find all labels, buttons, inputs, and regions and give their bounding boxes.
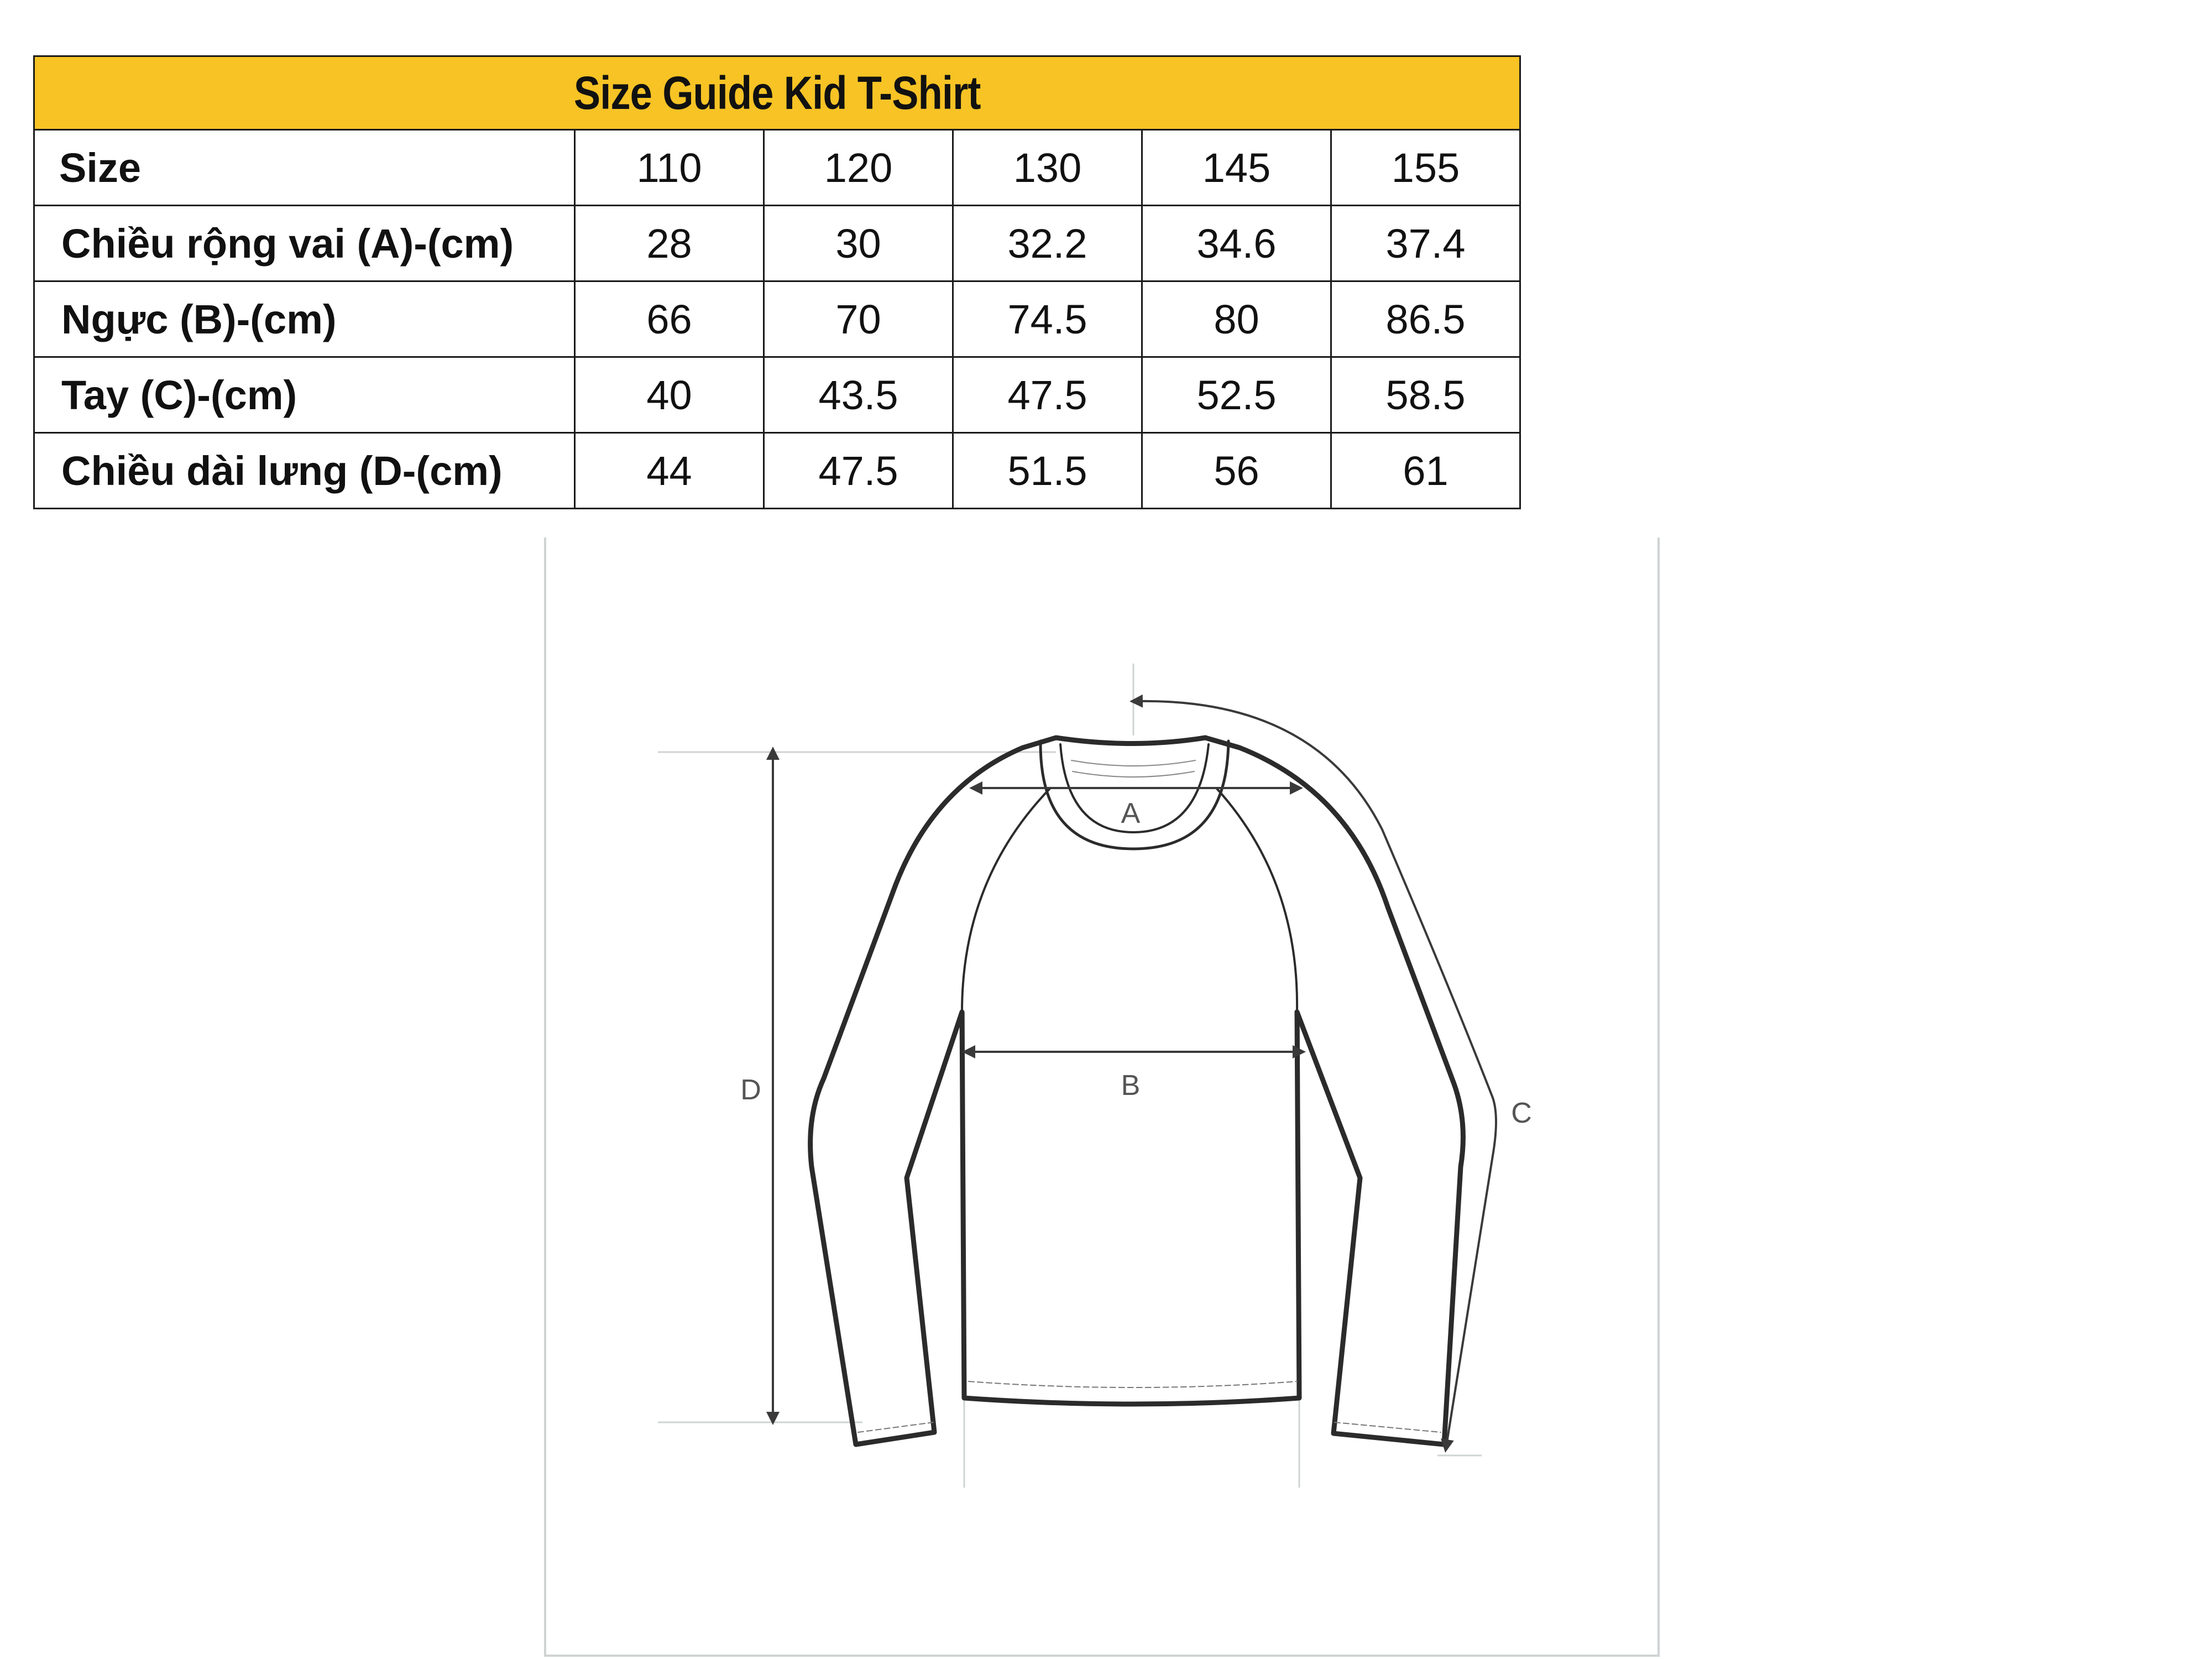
- value-cell: 43.5: [764, 357, 953, 433]
- value-cell: 37.4: [1331, 206, 1520, 281]
- value-cell: 28: [575, 206, 764, 281]
- row-label: Chiều dài lưng (D-(cm): [34, 433, 575, 509]
- size-cell: 145: [1142, 130, 1331, 206]
- header-label: Size: [34, 130, 575, 206]
- dimension-label-c: C: [1511, 1097, 1532, 1129]
- value-cell: 32.2: [953, 206, 1142, 281]
- size-cell: 155: [1331, 130, 1520, 206]
- dimension-label-d: D: [740, 1074, 761, 1106]
- value-cell: 66: [575, 281, 764, 357]
- table-title: Size Guide Kid T-Shirt: [34, 56, 1520, 130]
- value-cell: 34.6: [1142, 206, 1331, 281]
- size-cell: 110: [575, 130, 764, 206]
- size-cell: 120: [764, 130, 953, 206]
- value-cell: 86.5: [1331, 281, 1520, 357]
- value-cell: 58.5: [1331, 357, 1520, 433]
- value-cell: 47.5: [764, 433, 953, 509]
- row-label: Tay (C)-(cm): [34, 357, 575, 433]
- value-cell: 80: [1142, 281, 1331, 357]
- size-cell: 130: [953, 130, 1142, 206]
- value-cell: 47.5: [953, 357, 1142, 433]
- value-cell: 52.5: [1142, 357, 1331, 433]
- value-cell: 70: [764, 281, 953, 357]
- value-cell: 30: [764, 206, 953, 281]
- row-label: Chiều rộng vai (A)-(cm): [34, 206, 575, 281]
- row-label: Ngực (B)-(cm): [34, 281, 575, 357]
- value-cell: 56: [1142, 433, 1331, 509]
- dimension-label-b: B: [1121, 1070, 1141, 1102]
- value-cell: 74.5: [953, 281, 1142, 357]
- dimension-label-a: A: [1121, 797, 1141, 830]
- value-cell: 51.5: [953, 433, 1142, 509]
- value-cell: 40: [575, 357, 764, 433]
- value-cell: 44: [575, 433, 764, 509]
- value-cell: 61: [1331, 433, 1520, 509]
